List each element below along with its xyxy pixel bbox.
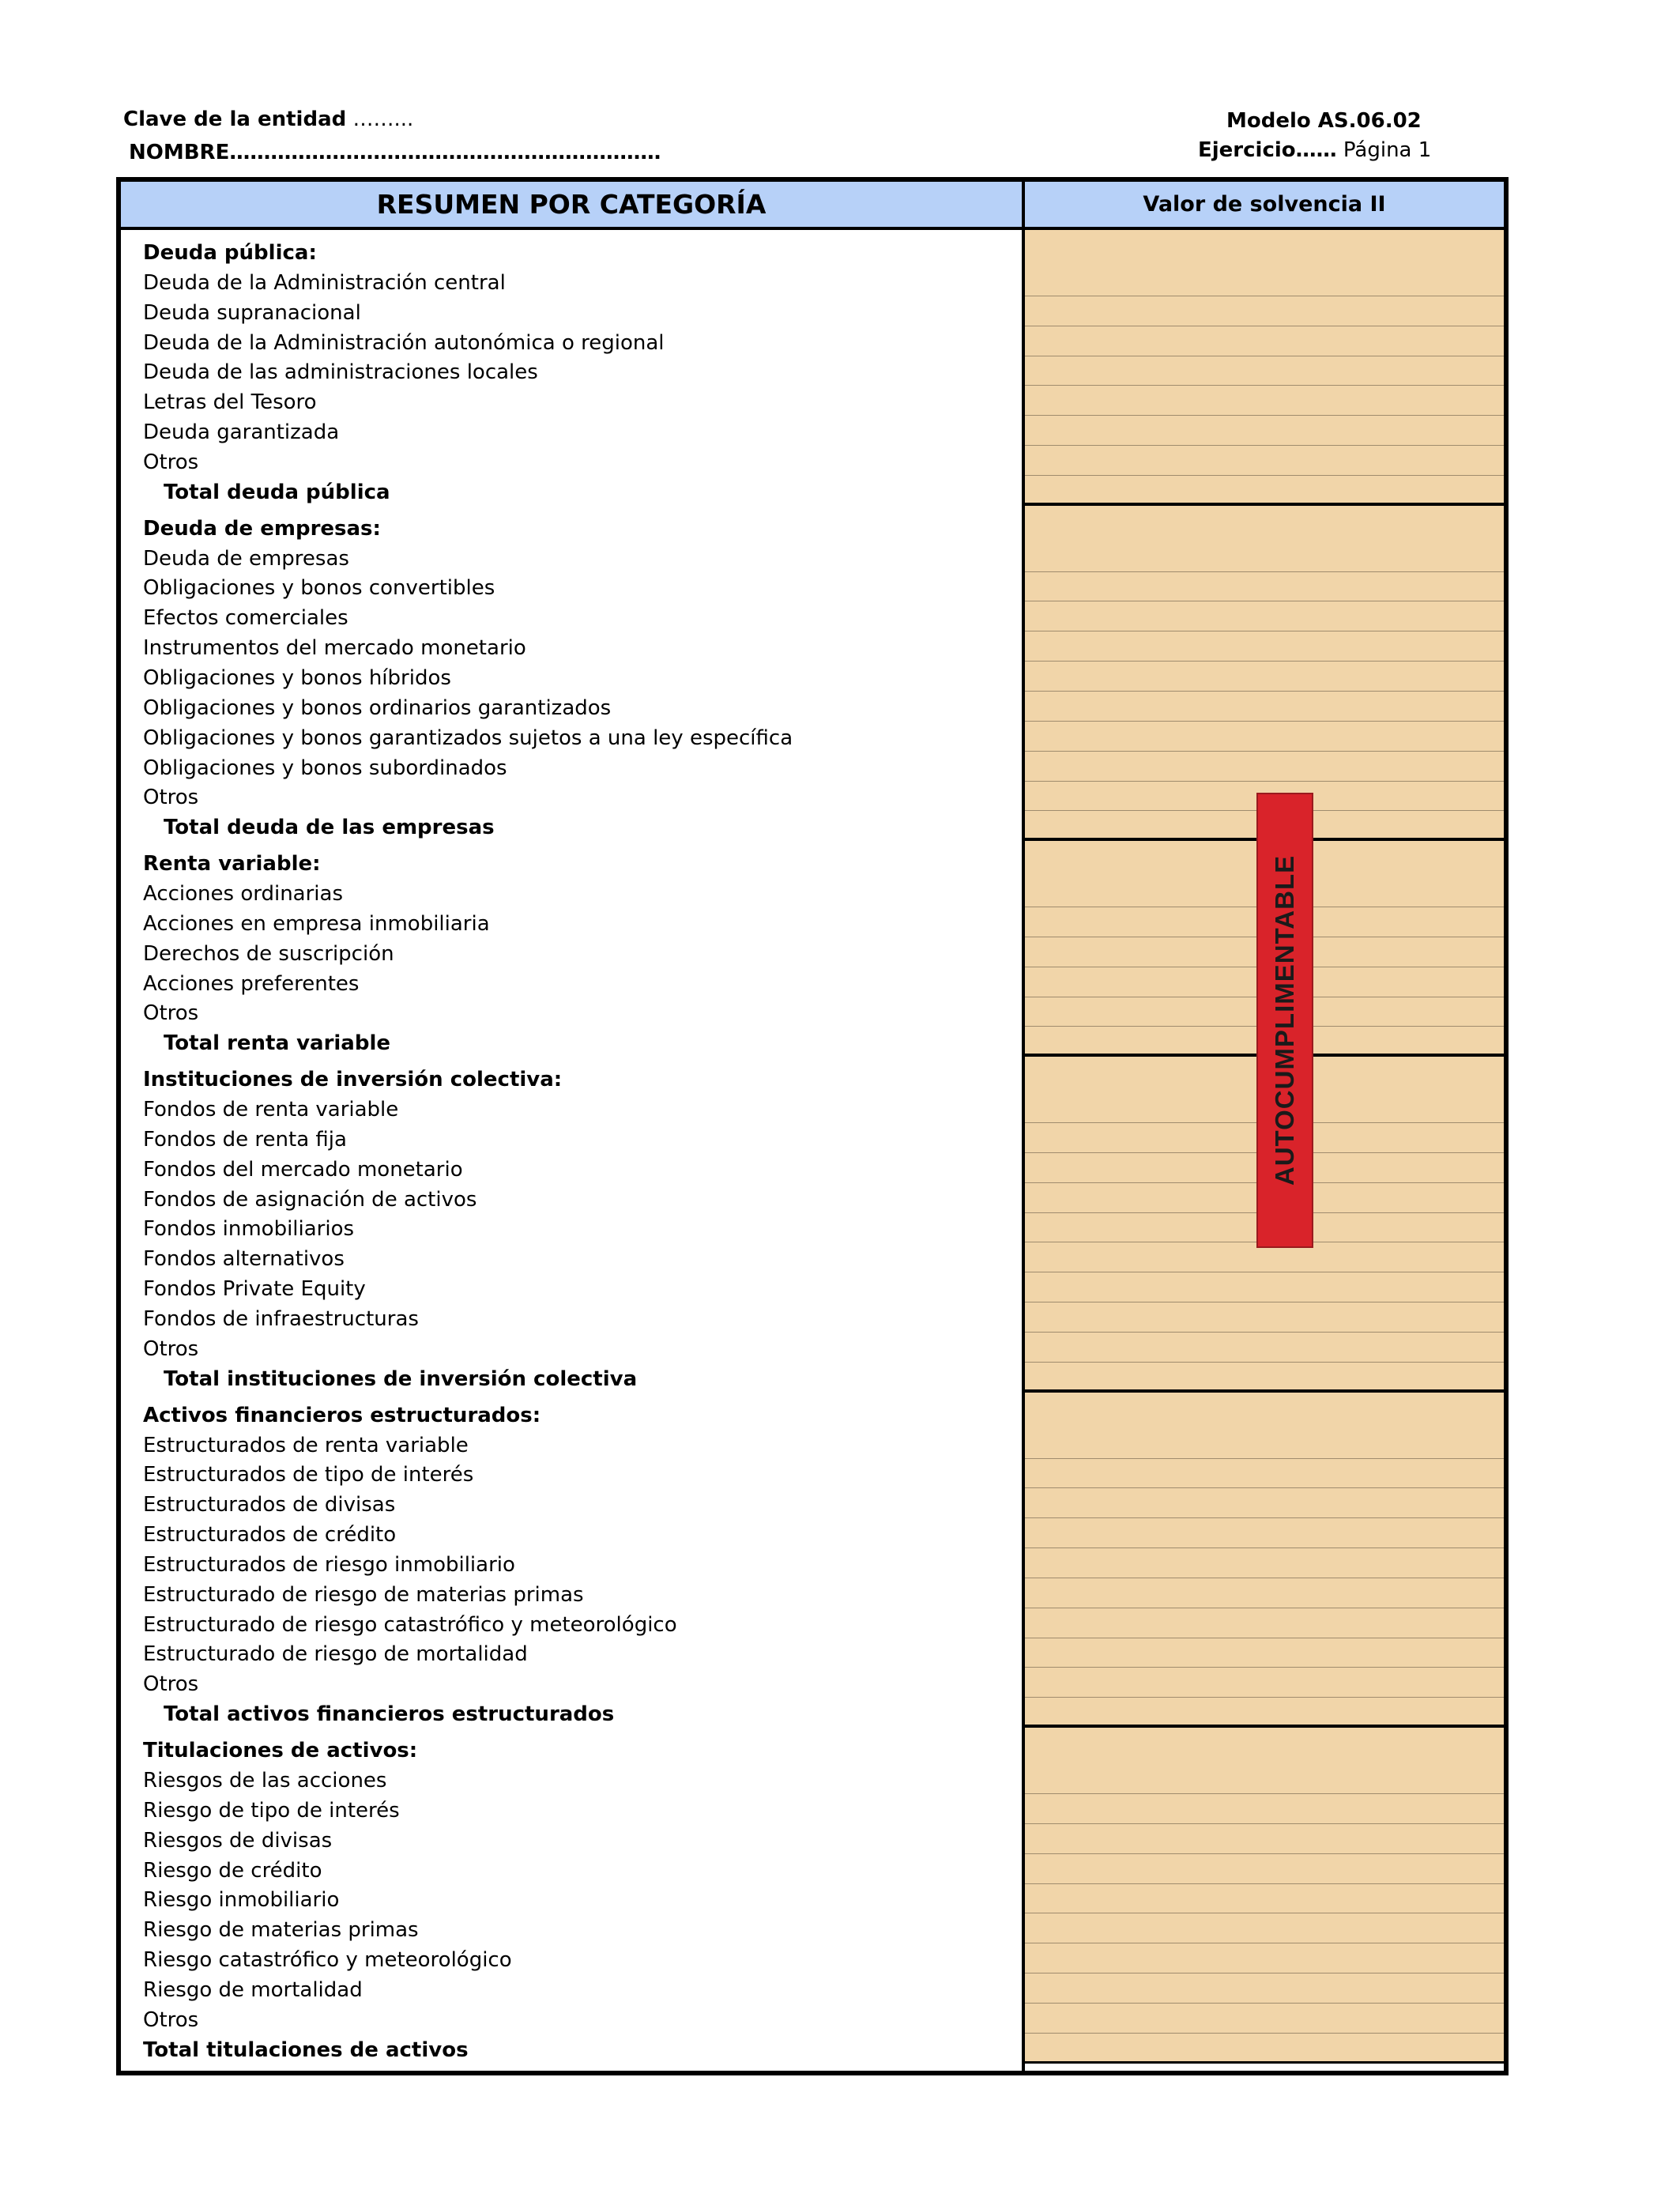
value-cell[interactable] xyxy=(1025,1578,1504,1608)
item-row xyxy=(121,1518,1022,1548)
item-label: Riesgo de tipo de interés xyxy=(143,1798,400,1823)
item-row xyxy=(121,1884,1022,1914)
item-row xyxy=(121,1093,1022,1123)
item-row xyxy=(121,631,1022,662)
value-cell[interactable] xyxy=(1025,572,1504,602)
item-row xyxy=(121,1638,1022,1668)
total-row xyxy=(121,1027,1022,1057)
item-row xyxy=(121,1824,1022,1854)
item-label: Obligaciones y bonos subordinados xyxy=(143,756,507,780)
total-label: Total instituciones de inversión colectiva xyxy=(164,1367,638,1391)
item-row xyxy=(121,542,1022,572)
value-cell[interactable] xyxy=(1025,506,1504,542)
total-label: Total deuda pública xyxy=(164,480,390,504)
item-label: Fondos alternativos xyxy=(143,1247,345,1272)
item-row xyxy=(121,601,1022,631)
value-cell[interactable] xyxy=(1025,601,1504,631)
item-row xyxy=(121,1242,1022,1272)
value-cell[interactable] xyxy=(1025,1824,1504,1854)
total-value-cell[interactable] xyxy=(1025,1698,1504,1728)
item-label: Acciones ordinarias xyxy=(143,882,344,907)
item-row xyxy=(121,1153,1022,1183)
item-row xyxy=(121,1764,1022,1794)
entity-name-label: NOMBRE xyxy=(129,141,230,164)
section-heading: Renta variable: xyxy=(143,852,321,876)
item-label: Otros xyxy=(143,1001,199,1026)
section-heading-row xyxy=(121,1393,1022,1429)
value-cell[interactable] xyxy=(1025,1518,1504,1548)
page-number: Página 1 xyxy=(1343,138,1432,162)
value-cell[interactable] xyxy=(1025,1488,1504,1518)
item-row xyxy=(121,2004,1022,2034)
section-heading-row xyxy=(121,1728,1022,1764)
value-cell[interactable] xyxy=(1025,1429,1504,1459)
item-row xyxy=(121,416,1022,446)
value-cell[interactable] xyxy=(1025,1728,1504,1764)
item-label: Riesgo inmobiliario xyxy=(143,1888,340,1913)
item-label: Fondos inmobiliarios xyxy=(143,1217,355,1242)
value-cell[interactable] xyxy=(1025,1393,1504,1429)
item-label: Obligaciones y bonos convertibles xyxy=(143,576,495,601)
auto-fill-stamp xyxy=(1256,793,1313,1248)
item-label: Obligaciones y bonos ordinarios garantizados xyxy=(143,696,612,720)
item-label: Otros xyxy=(143,450,199,474)
value-cell[interactable] xyxy=(1025,1854,1504,1884)
item-row xyxy=(121,1272,1022,1302)
item-label: Riesgo de crédito xyxy=(143,1858,322,1883)
item-row xyxy=(121,1302,1022,1333)
exercise-line xyxy=(1198,138,1431,162)
model-code-text: Modelo AS.06.02 xyxy=(1226,109,1422,133)
value-cell[interactable] xyxy=(1025,326,1504,356)
item-row xyxy=(121,877,1022,907)
total-label: Total renta variable xyxy=(164,1031,391,1056)
item-row xyxy=(121,1608,1022,1638)
item-row xyxy=(121,1973,1022,2004)
section-heading: Instituciones de inversión colectiva: xyxy=(143,1068,563,1092)
item-label: Riesgo de materias primas xyxy=(143,1918,419,1943)
item-row xyxy=(121,1429,1022,1459)
item-row xyxy=(121,356,1022,386)
value-cell[interactable] xyxy=(1025,631,1504,662)
item-row xyxy=(121,907,1022,937)
category-column xyxy=(121,230,1022,2064)
section-heading: Activos financieros estructurados: xyxy=(143,1403,541,1427)
item-row xyxy=(121,1183,1022,1213)
item-row xyxy=(121,386,1022,416)
item-row xyxy=(121,1943,1022,1973)
total-label: Total activos financieros estructurados xyxy=(164,1702,615,1727)
item-row xyxy=(121,662,1022,692)
item-label: Estructurado de riesgo de materias primas xyxy=(143,1582,584,1607)
value-cell[interactable] xyxy=(1025,1638,1504,1668)
value-cell[interactable] xyxy=(1025,662,1504,692)
item-label: Fondos de renta variable xyxy=(143,1098,399,1122)
item-row xyxy=(121,326,1022,356)
item-label: Deuda de empresas xyxy=(143,546,349,571)
item-label: Deuda supranacional xyxy=(143,300,361,325)
value-cell[interactable] xyxy=(1025,296,1504,326)
total-row xyxy=(121,1698,1022,1728)
item-label: Deuda de la Administración central xyxy=(143,270,506,295)
value-cell[interactable] xyxy=(1025,2004,1504,2034)
entity-name-value: ……………………………………………………… xyxy=(229,141,661,164)
item-label: Derechos de suscripción xyxy=(143,941,394,966)
item-label: Riesgos de divisas xyxy=(143,1828,333,1853)
value-cell[interactable] xyxy=(1025,1459,1504,1489)
item-row xyxy=(121,1578,1022,1608)
item-label: Estructurados de tipo de interés xyxy=(143,1463,474,1487)
section-heading-row xyxy=(121,1057,1022,1093)
item-label: Letras del Tesoro xyxy=(143,390,317,415)
item-row xyxy=(121,937,1022,967)
total-row xyxy=(121,1363,1022,1393)
value-cell[interactable] xyxy=(1025,1794,1504,1824)
section-heading: Deuda de empresas: xyxy=(143,516,381,541)
value-cell[interactable] xyxy=(1025,1764,1504,1794)
item-row xyxy=(121,722,1022,752)
model-code xyxy=(1226,109,1422,133)
auto-fill-stamp-text: AUTOCUMPLIMENTABLE xyxy=(1270,854,1300,1186)
item-label: Instrumentos del mercado monetario xyxy=(143,636,526,661)
item-label: Fondos Private Equity xyxy=(143,1277,366,1302)
item-row xyxy=(121,782,1022,812)
solvency-value-header: Valor de solvencia II xyxy=(1025,182,1504,230)
value-cell[interactable] xyxy=(1025,230,1504,266)
category-header: RESUMEN POR CATEGORÍA xyxy=(121,182,1022,230)
entity-name-line xyxy=(129,141,661,164)
item-label: Fondos de renta fija xyxy=(143,1127,347,1152)
item-row xyxy=(121,1854,1022,1884)
item-row xyxy=(121,1213,1022,1243)
item-row xyxy=(121,1459,1022,1489)
item-label: Fondos de infraestructuras xyxy=(143,1307,419,1331)
value-cell[interactable] xyxy=(1025,1302,1504,1333)
entity-key-line xyxy=(123,107,413,131)
item-row xyxy=(121,1668,1022,1698)
total-label: Total titulaciones de activos xyxy=(143,2038,469,2062)
item-label: Estructurados de renta variable xyxy=(143,1433,469,1457)
item-label: Riesgos de las acciones xyxy=(143,1768,387,1793)
section-heading: Titulaciones de activos: xyxy=(143,1739,418,1763)
value-cell[interactable] xyxy=(1025,1884,1504,1914)
section-heading-row xyxy=(121,506,1022,542)
total-value-cell[interactable] xyxy=(1025,476,1504,506)
value-cell[interactable] xyxy=(1025,542,1504,572)
entity-key-value: ……... xyxy=(352,107,414,131)
value-cell[interactable] xyxy=(1025,446,1504,476)
total-row xyxy=(121,811,1022,841)
column-divider xyxy=(1022,182,1025,2071)
item-label: Acciones preferentes xyxy=(143,971,360,996)
item-row xyxy=(121,1488,1022,1518)
item-label: Estructurados de crédito xyxy=(143,1523,397,1547)
entity-key-label: Clave de la entidad xyxy=(123,107,347,131)
value-cell[interactable] xyxy=(1025,1333,1504,1363)
item-label: Deuda de la Administración autonómica o regional xyxy=(143,330,665,355)
item-label: Obligaciones y bonos garantizados sujetos a una ley específica xyxy=(143,726,793,750)
value-cell[interactable] xyxy=(1025,692,1504,722)
item-row xyxy=(121,572,1022,602)
item-label: Estructurado de riesgo de mortalidad xyxy=(143,1642,528,1667)
item-label: Acciones en empresa inmobiliaria xyxy=(143,911,490,936)
value-cell[interactable] xyxy=(1025,386,1504,416)
value-cell[interactable] xyxy=(1025,1608,1504,1638)
item-row xyxy=(121,967,1022,997)
item-label: Otros xyxy=(143,2007,199,2032)
item-row xyxy=(121,446,1022,476)
item-label: Estructurados de riesgo inmobiliario xyxy=(143,1552,515,1577)
value-cell[interactable] xyxy=(1025,1943,1504,1973)
item-label: Obligaciones y bonos híbridos xyxy=(143,665,451,690)
item-row xyxy=(121,296,1022,326)
value-cell[interactable] xyxy=(1025,416,1504,446)
item-row xyxy=(121,1913,1022,1943)
item-row xyxy=(121,692,1022,722)
total-value-cell[interactable] xyxy=(1025,2034,1504,2064)
item-label: Deuda de las administraciones locales xyxy=(143,360,538,385)
value-cell[interactable] xyxy=(1025,356,1504,386)
exercise-label: Ejercicio…… xyxy=(1198,138,1337,162)
total-row xyxy=(121,476,1022,506)
section-heading-row xyxy=(121,841,1022,877)
section-heading: Deuda pública: xyxy=(143,241,317,265)
value-cell[interactable] xyxy=(1025,1272,1504,1302)
item-label: Estructurado de riesgo catastrófico y meteorológico xyxy=(143,1612,677,1637)
item-row xyxy=(121,1333,1022,1363)
item-label: Fondos de asignación de activos xyxy=(143,1187,477,1212)
total-label: Total deuda de las empresas xyxy=(164,816,495,840)
item-label: Fondos del mercado monetario xyxy=(143,1157,463,1182)
item-row xyxy=(121,1123,1022,1153)
total-row xyxy=(121,2034,1022,2064)
item-label: Otros xyxy=(143,1672,199,1697)
value-cell[interactable] xyxy=(1025,752,1504,782)
value-cell[interactable] xyxy=(1025,1668,1504,1698)
item-row xyxy=(121,266,1022,296)
item-label: Otros xyxy=(143,786,199,810)
total-value-cell[interactable] xyxy=(1025,1363,1504,1393)
item-label: Riesgo de mortalidad xyxy=(143,1977,363,2002)
item-label: Otros xyxy=(143,1336,199,1361)
item-label: Deuda garantizada xyxy=(143,420,340,445)
value-cell[interactable] xyxy=(1025,1548,1504,1578)
item-label: Estructurados de divisas xyxy=(143,1493,396,1517)
item-row xyxy=(121,1548,1022,1578)
value-cell[interactable] xyxy=(1025,266,1504,296)
item-label: Efectos comerciales xyxy=(143,606,348,631)
value-cell[interactable] xyxy=(1025,1913,1504,1943)
value-cell[interactable] xyxy=(1025,1973,1504,2004)
value-cell[interactable] xyxy=(1025,722,1504,752)
item-row xyxy=(121,997,1022,1027)
item-row xyxy=(121,752,1022,782)
item-label: Riesgo catastrófico y meteorológico xyxy=(143,1948,512,1973)
item-row xyxy=(121,1794,1022,1824)
section-heading-row xyxy=(121,230,1022,266)
